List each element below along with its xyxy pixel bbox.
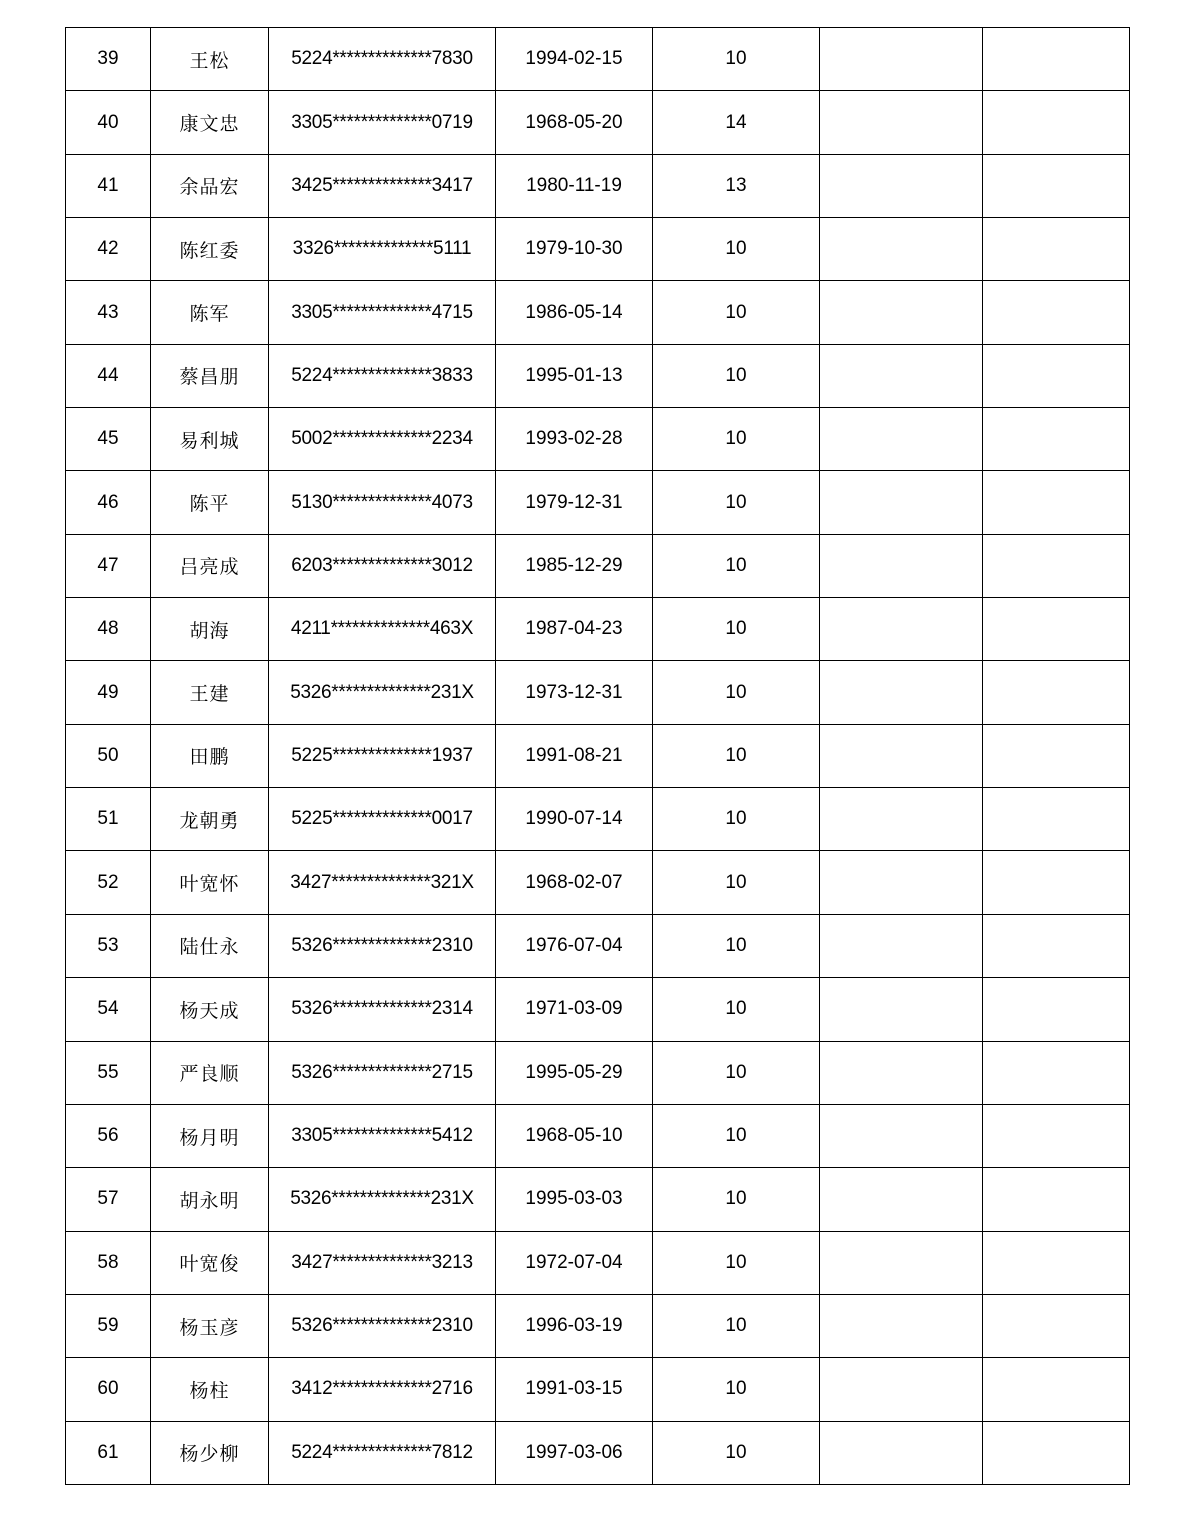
table-row	[66, 914, 1130, 977]
cell-value: 10	[653, 1104, 820, 1167]
cell-id-number: 3427**************3213	[269, 1231, 496, 1294]
cell-empty	[983, 598, 1130, 661]
cell-empty	[983, 851, 1130, 914]
cell-value: 10	[653, 281, 820, 344]
cell-empty	[820, 1358, 983, 1421]
cell-value: 10	[653, 534, 820, 597]
cell-name: 叶宽俊	[151, 1231, 269, 1294]
cell-value: 10	[653, 1421, 820, 1484]
cell-name: 杨月明	[151, 1104, 269, 1167]
cell-empty	[983, 1421, 1130, 1484]
cell-empty	[820, 534, 983, 597]
cell-name: 陆仕永	[151, 914, 269, 977]
cell-value: 10	[653, 1231, 820, 1294]
table-row	[66, 534, 1130, 597]
cell-name: 王建	[151, 661, 269, 724]
cell-serial-number: 54	[66, 978, 151, 1041]
cell-birth-date: 1996-03-19	[496, 1294, 653, 1357]
cell-empty	[983, 408, 1130, 471]
table-row	[66, 1294, 1130, 1357]
cell-id-number: 5326**************2310	[269, 1294, 496, 1357]
cell-serial-number: 40	[66, 91, 151, 154]
cell-birth-date: 1991-08-21	[496, 724, 653, 787]
cell-id-number: 3305**************4715	[269, 281, 496, 344]
cell-empty	[983, 1041, 1130, 1104]
table-row	[66, 788, 1130, 851]
cell-value: 10	[653, 978, 820, 1041]
cell-empty	[820, 851, 983, 914]
cell-id-number: 5326**************2310	[269, 914, 496, 977]
cell-serial-number: 60	[66, 1358, 151, 1421]
cell-id-number: 5224**************3833	[269, 344, 496, 407]
cell-serial-number: 52	[66, 851, 151, 914]
cell-empty	[820, 281, 983, 344]
cell-birth-date: 1979-12-31	[496, 471, 653, 534]
cell-empty	[983, 788, 1130, 851]
table-row	[66, 1231, 1130, 1294]
cell-empty	[820, 978, 983, 1041]
cell-serial-number: 39	[66, 28, 151, 91]
table-row	[66, 28, 1130, 91]
cell-empty	[820, 1294, 983, 1357]
cell-serial-number: 53	[66, 914, 151, 977]
roster-body	[66, 28, 1130, 1485]
cell-birth-date: 1990-07-14	[496, 788, 653, 851]
cell-birth-date: 1994-02-15	[496, 28, 653, 91]
cell-value: 10	[653, 1168, 820, 1231]
table-row	[66, 408, 1130, 471]
cell-empty	[820, 1041, 983, 1104]
cell-id-number: 3412**************2716	[269, 1358, 496, 1421]
cell-birth-date: 1980-11-19	[496, 154, 653, 217]
cell-empty	[820, 598, 983, 661]
cell-id-number: 4211**************463X	[269, 598, 496, 661]
cell-name: 严良顺	[151, 1041, 269, 1104]
cell-serial-number: 49	[66, 661, 151, 724]
table-row	[66, 851, 1130, 914]
cell-empty	[820, 344, 983, 407]
cell-empty	[983, 724, 1130, 787]
table-row	[66, 91, 1130, 154]
cell-birth-date: 1968-05-10	[496, 1104, 653, 1167]
cell-empty	[983, 534, 1130, 597]
cell-serial-number: 55	[66, 1041, 151, 1104]
cell-empty	[983, 1358, 1130, 1421]
cell-serial-number: 48	[66, 598, 151, 661]
cell-id-number: 3305**************0719	[269, 91, 496, 154]
cell-serial-number: 57	[66, 1168, 151, 1231]
cell-serial-number: 50	[66, 724, 151, 787]
cell-empty	[820, 1421, 983, 1484]
cell-birth-date: 1987-04-23	[496, 598, 653, 661]
cell-value: 10	[653, 788, 820, 851]
cell-name: 龙朝勇	[151, 788, 269, 851]
cell-birth-date: 1968-02-07	[496, 851, 653, 914]
cell-empty	[820, 1231, 983, 1294]
cell-serial-number: 58	[66, 1231, 151, 1294]
cell-empty	[983, 281, 1130, 344]
cell-value: 10	[653, 344, 820, 407]
cell-birth-date: 1968-05-20	[496, 91, 653, 154]
cell-serial-number: 45	[66, 408, 151, 471]
cell-serial-number: 51	[66, 788, 151, 851]
table-row	[66, 978, 1130, 1041]
cell-empty	[820, 661, 983, 724]
cell-id-number: 3326**************5111	[269, 218, 496, 281]
cell-value: 10	[653, 28, 820, 91]
cell-birth-date: 1979-10-30	[496, 218, 653, 281]
cell-value: 10	[653, 914, 820, 977]
table-row	[66, 344, 1130, 407]
cell-birth-date: 1991-03-15	[496, 1358, 653, 1421]
cell-birth-date: 1976-07-04	[496, 914, 653, 977]
cell-serial-number: 41	[66, 154, 151, 217]
cell-name: 陈平	[151, 471, 269, 534]
cell-serial-number: 56	[66, 1104, 151, 1167]
cell-birth-date: 1986-05-14	[496, 281, 653, 344]
cell-empty	[983, 914, 1130, 977]
table-row	[66, 154, 1130, 217]
cell-birth-date: 1972-07-04	[496, 1231, 653, 1294]
cell-empty	[820, 914, 983, 977]
cell-id-number: 5224**************7812	[269, 1421, 496, 1484]
cell-name: 杨柱	[151, 1358, 269, 1421]
cell-name: 杨玉彦	[151, 1294, 269, 1357]
cell-value: 10	[653, 1358, 820, 1421]
cell-name: 陈红委	[151, 218, 269, 281]
cell-name: 胡永明	[151, 1168, 269, 1231]
cell-birth-date: 1985-12-29	[496, 534, 653, 597]
cell-value: 10	[653, 1294, 820, 1357]
cell-empty	[983, 978, 1130, 1041]
cell-name: 蔡昌朋	[151, 344, 269, 407]
cell-empty	[820, 218, 983, 281]
cell-birth-date: 1995-01-13	[496, 344, 653, 407]
cell-name: 余品宏	[151, 154, 269, 217]
cell-empty	[983, 154, 1130, 217]
cell-birth-date: 1997-03-06	[496, 1421, 653, 1484]
cell-empty	[983, 218, 1130, 281]
cell-name: 王松	[151, 28, 269, 91]
table-row	[66, 471, 1130, 534]
cell-serial-number: 59	[66, 1294, 151, 1357]
cell-value: 14	[653, 91, 820, 154]
cell-empty	[820, 1168, 983, 1231]
cell-empty	[983, 1294, 1130, 1357]
cell-empty	[820, 91, 983, 154]
cell-empty	[983, 1168, 1130, 1231]
cell-empty	[820, 408, 983, 471]
cell-empty	[983, 91, 1130, 154]
cell-empty	[820, 154, 983, 217]
cell-id-number: 5002**************2234	[269, 408, 496, 471]
cell-name: 易利城	[151, 408, 269, 471]
table-row	[66, 1168, 1130, 1231]
table-row	[66, 724, 1130, 787]
cell-serial-number: 44	[66, 344, 151, 407]
cell-birth-date: 1973-12-31	[496, 661, 653, 724]
cell-birth-date: 1993-02-28	[496, 408, 653, 471]
cell-id-number: 5326**************2715	[269, 1041, 496, 1104]
cell-id-number: 3305**************5412	[269, 1104, 496, 1167]
table-row	[66, 1041, 1130, 1104]
cell-id-number: 5224**************7830	[269, 28, 496, 91]
table-row	[66, 661, 1130, 724]
cell-value: 10	[653, 408, 820, 471]
cell-serial-number: 43	[66, 281, 151, 344]
cell-id-number: 5326**************231X	[269, 661, 496, 724]
table-row	[66, 218, 1130, 281]
table-row	[66, 1358, 1130, 1421]
cell-empty	[820, 1104, 983, 1167]
cell-id-number: 5326**************2314	[269, 978, 496, 1041]
cell-empty	[820, 28, 983, 91]
cell-name: 杨少柳	[151, 1421, 269, 1484]
cell-id-number: 5225**************0017	[269, 788, 496, 851]
cell-value: 10	[653, 598, 820, 661]
cell-value: 10	[653, 471, 820, 534]
cell-serial-number: 47	[66, 534, 151, 597]
cell-serial-number: 61	[66, 1421, 151, 1484]
table-row	[66, 281, 1130, 344]
cell-name: 胡海	[151, 598, 269, 661]
cell-name: 陈军	[151, 281, 269, 344]
cell-id-number: 5130**************4073	[269, 471, 496, 534]
cell-birth-date: 1995-03-03	[496, 1168, 653, 1231]
cell-empty	[983, 1231, 1130, 1294]
cell-serial-number: 42	[66, 218, 151, 281]
cell-empty	[983, 471, 1130, 534]
cell-birth-date: 1995-05-29	[496, 1041, 653, 1104]
cell-value: 10	[653, 724, 820, 787]
cell-empty	[983, 344, 1130, 407]
roster-table	[65, 27, 1130, 1485]
cell-birth-date: 1971-03-09	[496, 978, 653, 1041]
cell-empty	[820, 724, 983, 787]
table-row	[66, 598, 1130, 661]
cell-id-number: 6203**************3012	[269, 534, 496, 597]
cell-id-number: 5225**************1937	[269, 724, 496, 787]
cell-id-number: 3425**************3417	[269, 154, 496, 217]
cell-serial-number: 46	[66, 471, 151, 534]
cell-name: 田鹏	[151, 724, 269, 787]
cell-name: 康文忠	[151, 91, 269, 154]
table-row	[66, 1421, 1130, 1484]
cell-name: 叶宽怀	[151, 851, 269, 914]
cell-value: 10	[653, 851, 820, 914]
cell-value: 10	[653, 661, 820, 724]
cell-name: 杨天成	[151, 978, 269, 1041]
cell-value: 10	[653, 1041, 820, 1104]
cell-empty	[983, 1104, 1130, 1167]
cell-value: 10	[653, 218, 820, 281]
cell-empty	[820, 471, 983, 534]
cell-value: 13	[653, 154, 820, 217]
cell-id-number: 3427**************321X	[269, 851, 496, 914]
cell-empty	[983, 28, 1130, 91]
cell-id-number: 5326**************231X	[269, 1168, 496, 1231]
cell-name: 吕亮成	[151, 534, 269, 597]
table-row	[66, 1104, 1130, 1167]
cell-empty	[983, 661, 1130, 724]
cell-empty	[820, 788, 983, 851]
